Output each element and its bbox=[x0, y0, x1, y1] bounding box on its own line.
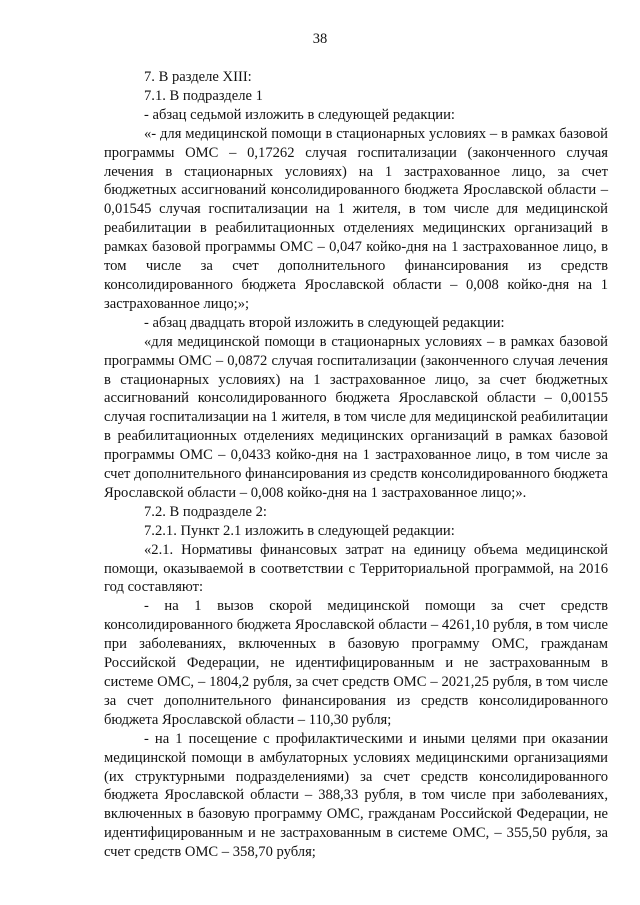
amendment-instruction: 7.2.1. Пункт 2.1 изложить в следующей редакции: bbox=[144, 522, 455, 539]
amendment-text: «2.1. Нормативы финансовых затрат на единицу объема медицинской помощи, оказываемой в соответствии с Территориальной программой, на 2016 год составляют: bbox=[104, 541, 608, 596]
list-item: - на 1 вызов скорой медицинской помощи за счет средств консолидированного бюджета Ярославской области – 4261,10 рубля, в том числе при заболеваниях, включенных в базовую программу ОМС, гражданам Российской Федерации, не идентифицированным и не застрахованным в системе ОМС, – 1804,2 рубля, за счет средств ОМС – 2021,25 рубля, в том числе за счет дополнительного финансирования из средств консолидированного бюджета Ярославской области – 110,30 рубля; bbox=[104, 598, 608, 728]
amendment-text: «- для медицинской помощи в стационарных условиях – в рамках базовой программы ОМС – 0,17262 случая госпитализации (законченного случая лечения в стационарных условиях) на 1 застрахованное лицо, за счет бюджетных ассигнований консолидированного бюджета Ярославской области – 0,01545 случая госпитализации на 1 жителя, в том числе для медицинской реабилитации в реабилитационных отделениях медицинских организаций в рамках базовой программы ОМС – 0,047 койко-дня на 1 застрахованное лицо, в том числе за счет дополнительного финансирования из средств консолидированного бюджета Ярославской области – 0,008 койко-дня на 1 застрахованное лицо;»; bbox=[104, 125, 608, 312]
amendment-instruction: - абзац двадцать второй изложить в следующей редакции: bbox=[144, 314, 505, 331]
subsection-heading: 7.1. В подразделе 1 bbox=[144, 87, 263, 104]
amendment-text: «для медицинской помощи в стационарных условиях – в рамках базовой программы ОМС – 0,0872 случая госпитализации (законченного случая лечения в стационарных условиях) на 1 застрахованное лицо, за счет бюджетных ассигнований консолидированного бюджета Ярославской области – 0,00155 случая госпитализации на 1 жителя, в том числе для медицинской реабилитации в реабилитационных отделениях медицинских организаций в рамках базовой программы ОМС – 0,0433 койко-дня на 1 застрахованное лицо, в том числе за счет дополнительного финансирования из средств консолидированного бюджета Ярославской области – 0,008 койко-дня на 1 застрахованное лицо;». bbox=[104, 333, 608, 501]
amendment-instruction: - абзац седьмой изложить в следующей редакции: bbox=[144, 106, 455, 123]
subsection-heading: 7.2. В подразделе 2: bbox=[144, 503, 267, 520]
section-heading: 7. В разделе XIII: bbox=[144, 69, 252, 85]
list-item: - на 1 посещение с профилактическими и иными целями при оказании медицинской помощи в амбулаторных условиях медицинскими организациями (их структурными подразделениями) за счет средств консолидированного бюджета Ярославской области – 388,33 рубля, в том числе при заболеваниях, включенных в базовую программу ОМС, гражданам Российской Федерации, не идентифицированным и не застрахованным в системе ОМС, – 355,50 рубля, за счет средств ОМС – 358,70 рубля; bbox=[104, 730, 608, 861]
document-body bbox=[104, 68, 608, 862]
page-number: 38 bbox=[312, 31, 328, 47]
